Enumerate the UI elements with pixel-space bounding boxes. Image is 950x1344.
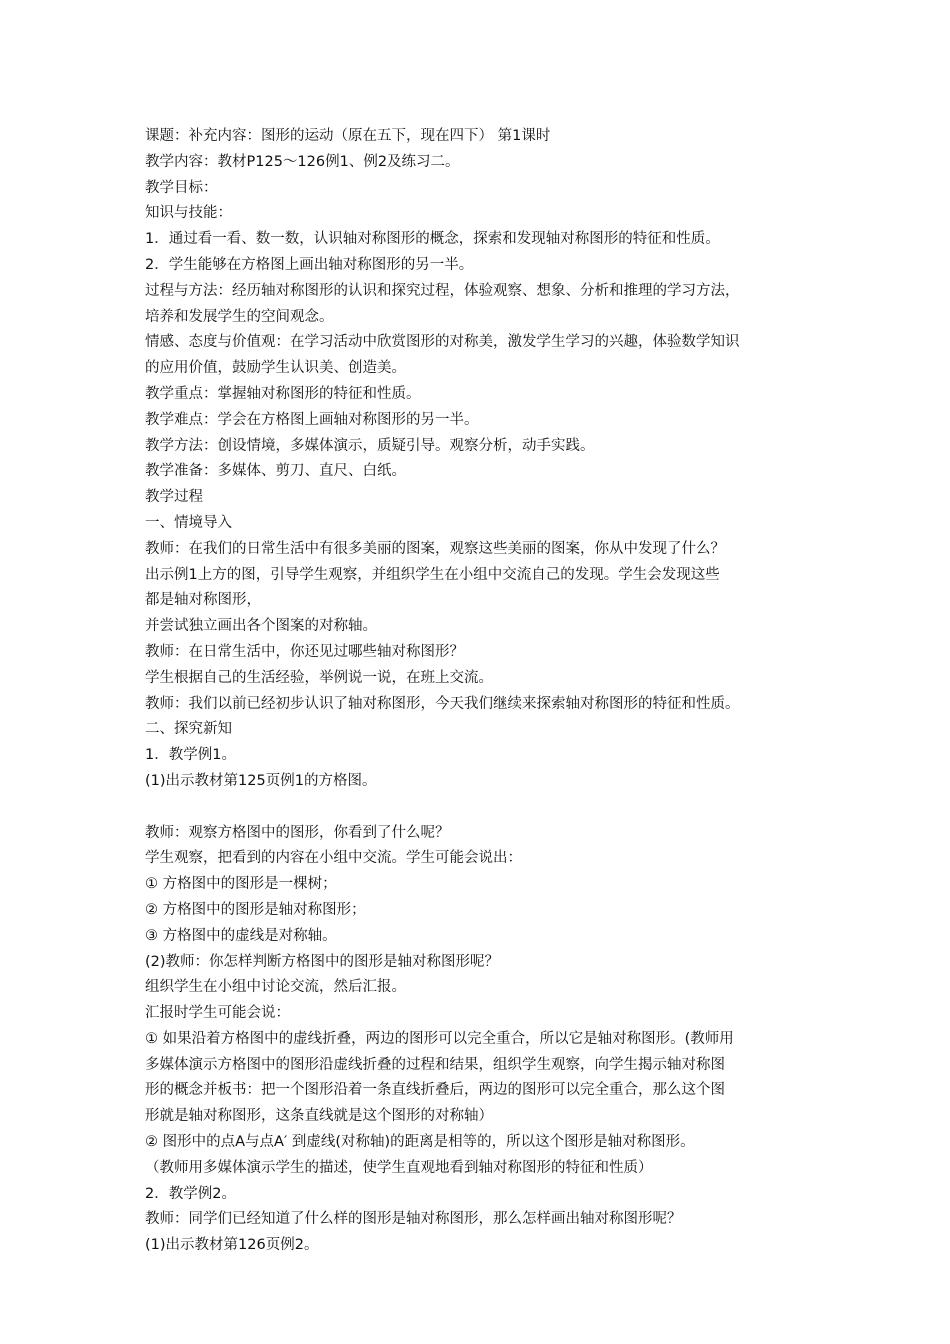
paragraph-line: 都是轴对称图形， <box>145 592 261 609</box>
list-item: ① 如果沿着方格图中的虚线折叠，两边的图形可以完全重合，所以它是轴对称图形。(教师用 <box>145 1030 734 1047</box>
paragraph-line: 教师：在我们的日常生活中有很多美丽的图案，观察这些美丽的图案，你从中发现了什么？ <box>145 540 725 557</box>
process-method-line-2: 培养和发展学生的空间观念。 <box>145 308 334 325</box>
list-item: ② 图形中的点A与点A′ 到虚线(对称轴)的距离是相等的，所以这个图形是轴对称图形。 <box>145 1134 695 1151</box>
emotion-values-line-1: 情感、态度与价值观：在学习活动中欣赏图形的对称美，激发学生学习的兴趣，体验数学知识 <box>145 334 740 351</box>
difficult-point: 教学难点：学会在方格图上画轴对称图形的另一半。 <box>145 411 479 428</box>
paragraph-line: 形的概念并板书：把一个图形沿着一条直线折叠后，两边的图形可以完全重合，那么这个图 <box>145 1082 725 1099</box>
paragraph-line: (1)出示教材第126页例2。 <box>145 1237 319 1254</box>
paragraph-line: (1)出示教材第125页例1的方格图。 <box>145 772 377 789</box>
list-item: ② 方格图中的图形是轴对称图形； <box>145 901 366 918</box>
document-body <box>145 124 835 1259</box>
paragraph-line: 并尝试独立画出各个图案的对称轴。 <box>145 618 377 635</box>
teaching-method: 教学方法：创设情境，多媒体演示，质疑引导。观察分析，动手实践。 <box>145 437 595 454</box>
paragraph-line: 教师：观察方格图中的图形，你看到了什么呢？ <box>145 824 450 841</box>
goal-item-1: 1．通过看一看、数一数，认识轴对称图形的概念，探索和发现轴对称图形的特征和性质。 <box>145 231 720 248</box>
teaching-content: 教学内容：教材P125～126例1、例2及练习二。 <box>145 153 460 170</box>
knowledge-skills-heading: 知识与技能： <box>145 205 232 222</box>
teaching-process-heading: 教学过程 <box>145 489 203 506</box>
paragraph-line: 组织学生在小组中讨论交流，然后汇报。 <box>145 979 406 996</box>
paragraph-line: 学生观察，把看到的内容在小组中交流。学生可能会说出： <box>145 850 522 867</box>
example-2-heading: 2．教学例2。 <box>145 1185 236 1202</box>
example-1-heading: 1．教学例1。 <box>145 747 236 764</box>
paragraph-line: （教师用多媒体演示学生的描述，使学生直观地看到轴对称图形的特征和性质） <box>145 1159 653 1176</box>
teaching-preparation: 教学准备：多媒体、剪刀、直尺、白纸。 <box>145 463 406 480</box>
paragraph-line: 形就是轴对称图形，这条直线就是这个图形的对称轴） <box>145 1108 493 1125</box>
list-item: ③ 方格图中的虚线是对称轴。 <box>145 927 337 944</box>
lesson-title: 课题：补充内容：图形的运动（原在五下，现在四下） 第1课时 <box>145 128 551 144</box>
section-2-heading: 二、探究新知 <box>145 721 232 738</box>
section-1-heading: 一、情境导入 <box>145 514 232 531</box>
list-item: ① 方格图中的图形是一棵树； <box>145 876 337 893</box>
paragraph-line: 出示例1上方的图，引导学生观察，并组织学生在小组中交流自己的发现。学生会发现这些 <box>145 566 720 583</box>
paragraph-line: (2)教师：你怎样判断方格图中的图形是轴对称图形呢？ <box>145 953 500 970</box>
goal-item-2: 2．学生能够在方格图上画出轴对称图形的另一半。 <box>145 256 474 273</box>
teaching-goals-heading: 教学目标： <box>145 179 218 196</box>
blank-line <box>145 795 835 821</box>
paragraph-line: 教师：在日常生活中，你还见过哪些轴对称图形？ <box>145 643 464 660</box>
paragraph-line: 学生根据自己的生活经验，举例说一说，在班上交流。 <box>145 669 493 686</box>
paragraph-line: 多媒体演示方格图中的图形沿虚线折叠的过程和结果，组织学生观察，向学生揭示轴对称图 <box>145 1056 725 1073</box>
key-point: 教学重点：掌握轴对称图形的特征和性质。 <box>145 385 421 402</box>
emotion-values-line-2: 的应用价值，鼓励学生认识美、创造美。 <box>145 360 406 377</box>
paragraph-line: 汇报时学生可能会说： <box>145 1005 290 1022</box>
process-method-line-1: 过程与方法：经历轴对称图形的认识和探究过程，体验观察、想象、分析和推理的学习方法， <box>145 282 740 299</box>
paragraph-line: 教师：同学们已经知道了什么样的图形是轴对称图形，那么怎样画出轴对称图形呢？ <box>145 1211 682 1228</box>
paragraph-line: 教师：我们以前已经初步认识了轴对称图形，今天我们继续来探索轴对称图形的特征和性质。 <box>145 695 740 712</box>
